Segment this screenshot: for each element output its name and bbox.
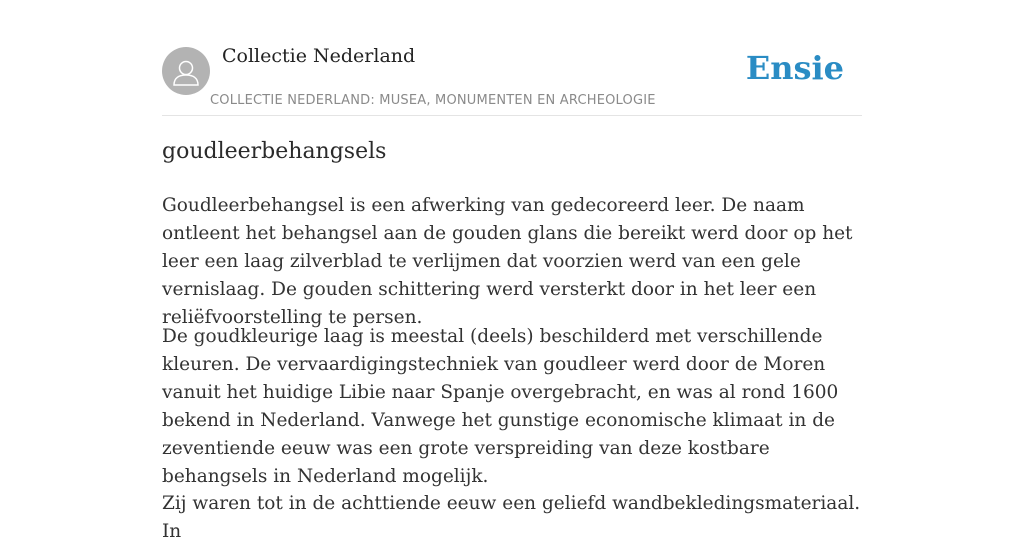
author-name[interactable]: Collectie Nederland [222,45,416,67]
content-column [162,0,862,542]
article-paragraph: De goudkleurige laag is meestal (deels) beschilderd met verschillende kleuren. De vervaardigingstechniek van goudleer werd door de Moren vanuit het huidige Libie naar Spanje overgebracht, en was al rond 1600 bekend in Nederland. Vanwege het gunstige economische klimaat in de zeventiende eeuw was een grote verspreiding van deze kostbare behangsels in Nederland mogelijk. [162,326,839,487]
article-paragraph: Zij waren tot in de achttiende eeuw een geliefd wandbekledingsmateriaal. In [162,493,861,542]
user-icon [162,47,210,95]
avatar[interactable] [162,47,210,95]
article-paragraph: Goudleerbehangsel is een afwerking van gedecoreerd leer. De naam ontleent het behangsel aan de gouden glans die bereikt werd door op het leer een laag zilverblad te verlijmen dat voorzien werd van een gele vernislaag. De gouden schittering werd versterkt door in het leer een reliëfvoorstelling te persen. [162,195,853,328]
brand-logo[interactable]: Ensie [745,49,844,87]
page-header [162,0,862,116]
page-title: goudleerbehangsels [162,139,387,164]
author-subtitle: COLLECTIE NEDERLAND: MUSEA, MONUMENTEN EN ARCHEOLOGIE [210,93,656,108]
